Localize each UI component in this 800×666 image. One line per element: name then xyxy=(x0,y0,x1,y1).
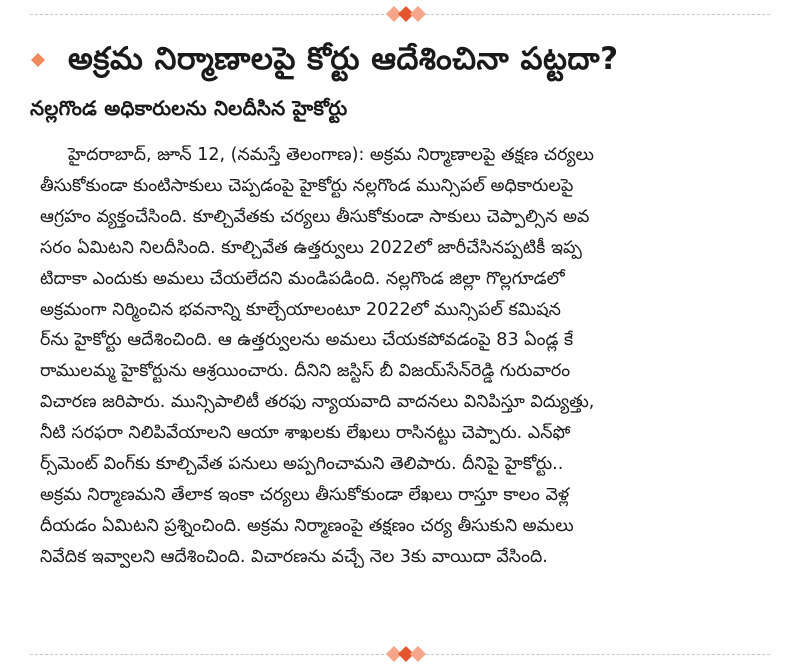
body-line: నీటి సరఫరా నిలిపివేయాలని ఆయా శాఖలకు లేఖలు రాసినట్టు చెప్పారు. ఎన్‌ఫో xyxy=(40,423,571,444)
diamond-bullet-icon xyxy=(30,52,46,68)
body-line: అక్రమ నిర్మాణమని తేలాక ఇంకా చర్యలు తీసుకోకుండా లేఖలు రాస్తూ కాలం వెళ్ల xyxy=(40,484,570,505)
body-line: విచారణ జరిపారు. మున్సిపాలిటీ తరఫు న్యాయవాది వాదనలు వినిపిస్తూ విద్యుత్తు, xyxy=(40,392,595,413)
subheadline: నల్లగొండ అధికారులను నిలదీసిన హైకోర్టు xyxy=(30,96,348,120)
body-line: అక్రమంగా నిర్మించిన భవనాన్ని కూల్చేయాలంటూ 2022లో మున్సిపల్ కమిషన xyxy=(40,299,561,320)
body-line: తీసుకోకుండా కుంటిసాకులు చెప్పడంపై హైకోర్టు నల్లగొండ మున్సిపల్ అధికారులపై xyxy=(40,175,574,196)
body-line: రాములమ్మ హైకోర్టును ఆశ్రయించారు. దీనిని జస్టిస్ బీ విజయ్‌సేన్‌రెడ్డి గురువారం xyxy=(40,361,571,382)
bottom-ornament-icon xyxy=(380,643,428,665)
headline: అక్రమ నిర్మాణాలపై కోర్టు ఆదేశించినా పట్టదా? xyxy=(68,41,619,77)
body-line: సరం ఏమిటని నిలదీసింది. కూల్చివేత ఉత్తర్వులు 2022లో జారీచేసినప్పటికీ ఇప్ప xyxy=(40,237,582,258)
body-line: హైదరాబాద్, జూన్ 12, (నమస్తే తెలంగాణ): అక్రమ నిర్మాణాలపై తక్షణ చర్యలు xyxy=(68,145,594,165)
body-line: దీయడం ఏమిటని ప్రశ్నించింది. అక్రమ నిర్మాణంపై తక్షణం చర్య తీసుకుని అమలు xyxy=(40,515,574,536)
body-line: నివేదిక ఇవ్వాలని ఆదేశించింది. విచారణను వచ్చే నెల 3కు వాయిదా వేసింది. xyxy=(40,546,548,567)
headline-row xyxy=(30,42,770,78)
body-line: టిదాకా ఎందుకు అమలు చేయలేదని మండిపడింది. నల్లగొండ జిల్లా గొల్లగూడలో xyxy=(40,268,565,289)
body-line: ర్స్‌మెంట్ వింగ్‌కు కూల్చివేత పనులు అప్పగించామని తెలిపారు. దీనిపై హైకోర్టు.. xyxy=(40,454,564,475)
body-line: ర్‌ను హైకోర్టు ఆదేశించింది. ఆ ఉత్తర్వులను అమలు చేయకపోవడంపై 83 ఏండ్ల కే xyxy=(40,330,574,351)
body-line: ఆగ్రహం వ్యక్తంచేసింది. కూల్చివేతకు చర్యలు తీసుకోకుండా సాకులు చెప్పాల్సిన అవ xyxy=(40,206,590,227)
article-body xyxy=(40,140,766,573)
top-ornament-icon xyxy=(380,3,428,25)
